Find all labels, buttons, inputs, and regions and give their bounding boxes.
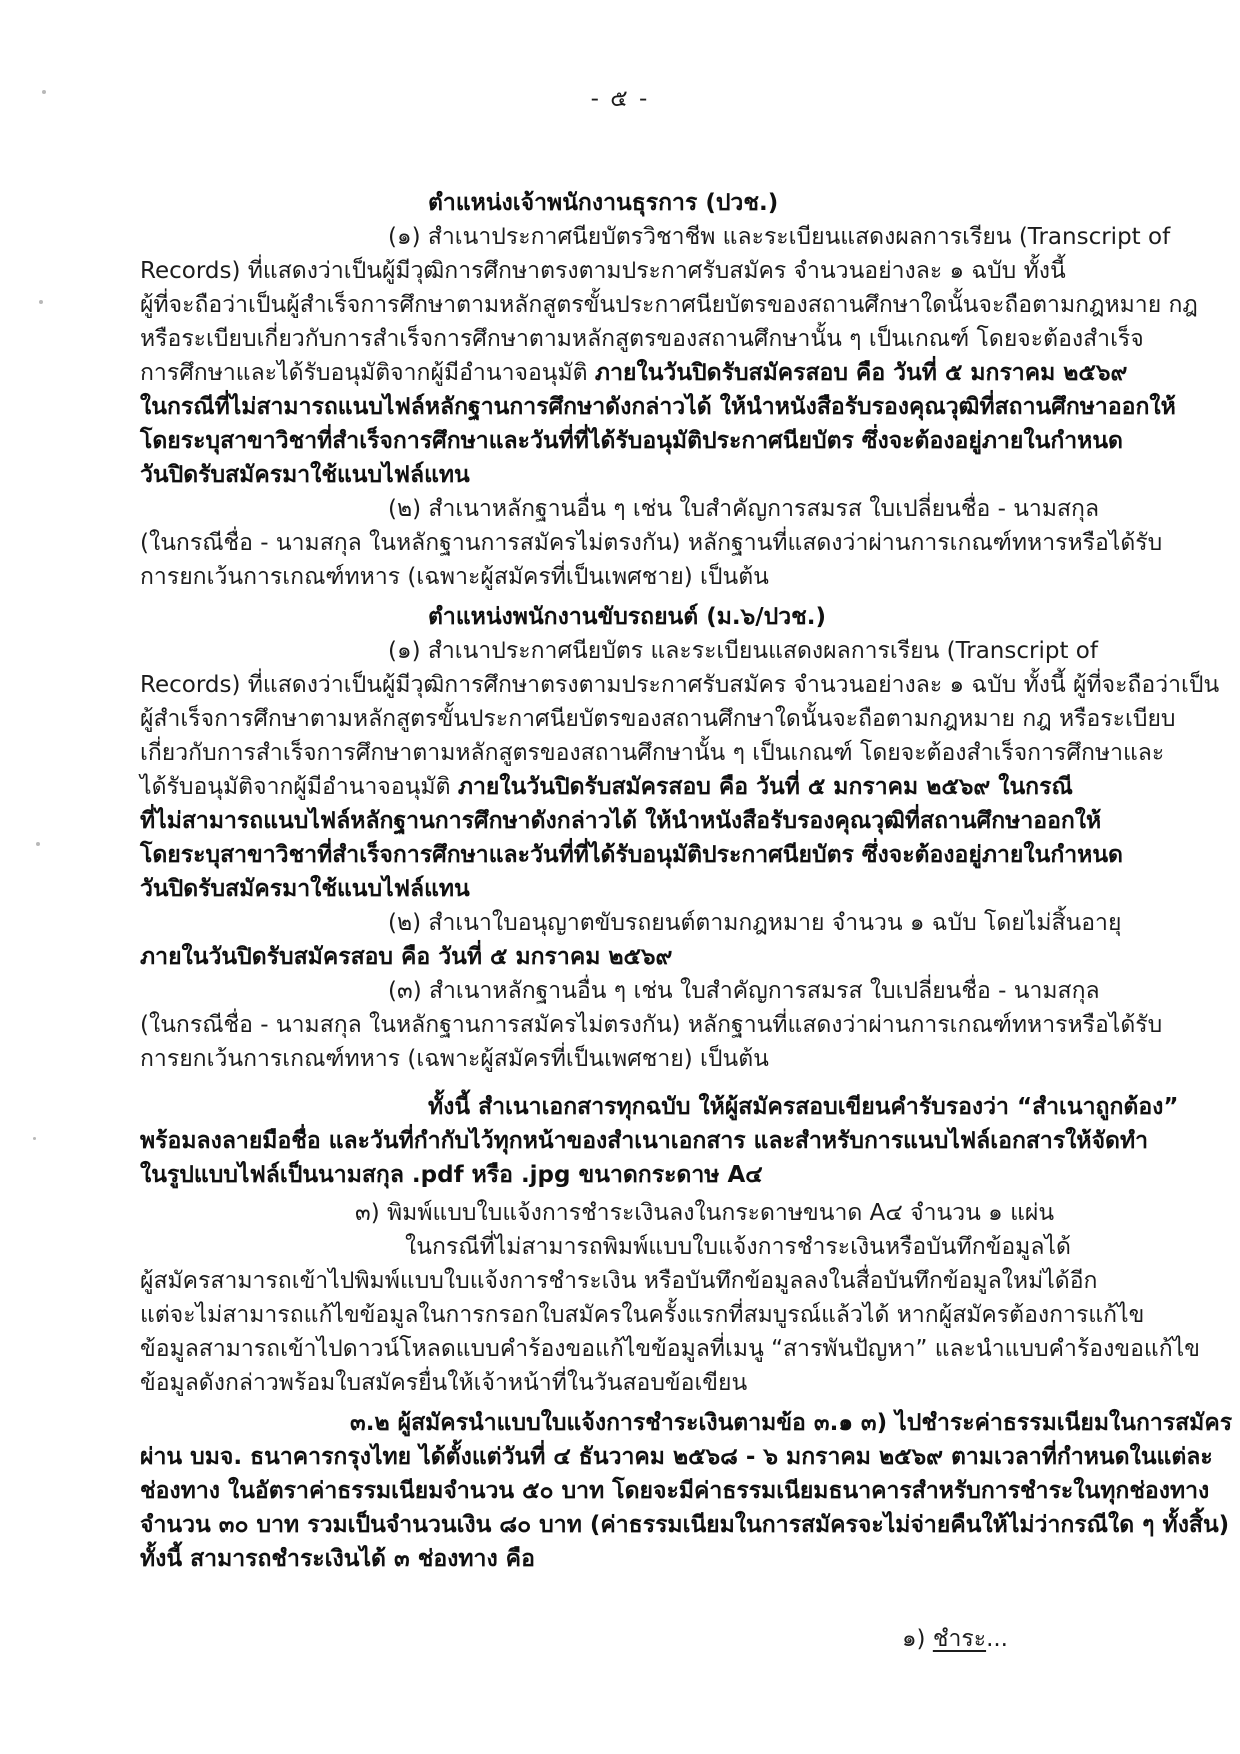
text-line	[140, 1332, 1200, 1366]
bold-text-segment: ที่ไม่สามารถแนบไฟล์หลักฐานการศึกษาดังกล่าวได้ ให้นำหนังสือรับรองคุณวุฒิที่สถานศึกษาออกให้	[140, 808, 1102, 834]
text-segment: ได้รับอนุมัติจากผู้มีอำนาจอนุมัติ	[140, 774, 458, 800]
text-line	[140, 458, 1120, 492]
bold-text-segment: ทั้งนี้ สำเนาเอกสารทุกฉบับ ให้ผู้สมัครสอบเขียนคำรับรองว่า “สำเนาถูกต้อง”	[428, 1094, 1179, 1120]
text-line	[140, 492, 1120, 526]
text-line	[140, 940, 1120, 974]
text-line	[140, 1440, 1213, 1474]
text-segment: การยกเว้นการเกณฑ์ทหาร (เฉพาะผู้สมัครที่เป็นเพศชาย) เป็นต้น	[140, 564, 769, 590]
text-line	[140, 356, 1128, 390]
text-segment: ผู้สำเร็จการศึกษาตามหลักสูตรขั้นประกาศนียบัตรของสถานศึกษาใดนั้นจะถือตามกฎหมาย กฎ หรือระเบียบ	[140, 706, 1176, 732]
text-line	[140, 1406, 1233, 1440]
text-line	[140, 736, 1165, 770]
text-segment: (๒) สำเนาใบอนุญาตขับรถยนต์ตามกฎหมาย จำนวน ๑ ฉบับ โดยไม่สิ้นอายุ	[388, 910, 1122, 936]
bold-text-segment: ในกรณีที่ไม่สามารถแนบไฟล์หลักฐานการศึกษาดังกล่าวได้ ให้นำหนังสือรับรองคุณวุฒิที่สถานศึกษาออกให้	[140, 394, 1176, 420]
text-segment: Records) ที่แสดงว่าเป็นผู้มีวุฒิการศึกษาตรงตามประกาศรับสมัคร จำนวนอย่างละ ๑ ฉบับ ทั้งนี้ ผู้ที่จะถือว่าเป็น	[140, 672, 1220, 698]
bold-text-segment: ช่องทาง ในอัตราค่าธรรมเนียมจำนวน ๕๐ บาท โดยจะมีค่าธรรมเนียมธนาคารสำหรับการชำระในทุกช่องทาง	[140, 1478, 1210, 1504]
text-line	[140, 1508, 1230, 1542]
text-segment: ผู้สมัครสามารถเข้าไปพิมพ์แบบใบแจ้งการชำระเงิน หรือบันทึกข้อมูลลงในสื่อบันทึกข้อมูลใหม่ได้อีก	[140, 1268, 1098, 1294]
bold-text-segment: ตำแหน่งพนักงานขับรถยนต์ (ม.๖/ปวช.)	[428, 604, 826, 630]
text-line	[140, 1230, 1120, 1264]
text-line	[140, 804, 1120, 838]
bold-text-segment: จำนวน ๓๐ บาท รวมเป็นจำนวนเงิน ๘๐ บาท (ค่าธรรมเนียมในการสมัครจะไม่จ่ายคืนให้ไม่ว่ากรณีใด ๆ ทั้งสิ้น)	[140, 1512, 1230, 1538]
text-segment: แต่จะไม่สามารถแก้ไขข้อมูลในการกรอกใบสมัครในครั้งแรกที่สมบูรณ์แล้วได้ หากผู้สมัครต้องการแก้ไข	[140, 1302, 1145, 1328]
text-line	[140, 288, 1198, 322]
text-segment: ในกรณีที่ไม่สามารถพิมพ์แบบใบแจ้งการชำระเงินหรือบันทึกข้อมูลได้	[405, 1234, 1071, 1260]
text-line	[140, 1264, 1120, 1298]
text-segment: ข้อมูลดังกล่าวพร้อมใบสมัครยื่นให้เจ้าหน้าที่ในวันสอบข้อเขียน	[140, 1370, 748, 1396]
text-line	[140, 1542, 1120, 1576]
bold-text-segment: โดยระบุสาขาวิชาที่สำเร็จการศึกษาและวันที่ที่ได้รับอนุมัติประกาศนียบัตร ซึ่งจะต้องอยู่ภายในกำหนด	[140, 428, 1123, 454]
text-segment: (๒) สำเนาหลักฐานอื่น ๆ เช่น ใบสำคัญการสมรส ใบเปลี่ยนชื่อ - นามสกุล	[388, 496, 1100, 522]
bold-text-segment: ๓.๒ ผู้สมัครนำแบบใบแจ้งการชำระเงินตามข้อ ๓.๑ ๓) ไปชำระค่าธรรมเนียมในการสมัคร	[350, 1410, 1233, 1436]
underlined-text-segment: ชำระ	[932, 1626, 987, 1652]
text-line	[140, 390, 1176, 424]
bold-text-segment: ภายในวันปิดรับสมัครสอบ คือ วันที่ ๕ มกราคม ๒๕๖๙ ในกรณี	[457, 774, 1073, 800]
scan-artifact-dot	[33, 1137, 36, 1140]
text-line	[140, 838, 1123, 872]
text-segment: เกี่ยวกับการสำเร็จการศึกษาตามหลักสูตรของสถานศึกษานั้น ๆ เป็นเกณฑ์ โดยจะต้องสำเร็จการศึกษาและ	[140, 740, 1165, 766]
bold-text-segment: โดยระบุสาขาวิชาที่สำเร็จการศึกษาและวันที่ที่ได้รับอนุมัติประกาศนียบัตร ซึ่งจะต้องอยู่ภายในกำหนด	[140, 842, 1123, 868]
text-segment: ...	[986, 1626, 1008, 1652]
text-line	[140, 1158, 1120, 1192]
text-segment: การยกเว้นการเกณฑ์ทหาร (เฉพาะผู้สมัครที่เป็นเพศชาย) เป็นต้น	[140, 1046, 769, 1072]
text-line	[140, 872, 1120, 906]
bold-text-segment: ภายในวันปิดรับสมัครสอบ คือ วันที่ ๕ มกราคม ๒๕๖๙	[594, 360, 1128, 386]
text-segment: ๑)	[901, 1626, 933, 1652]
text-segment: Records) ที่แสดงว่าเป็นผู้มีวุฒิการศึกษาตรงตามประกาศรับสมัคร จำนวนอย่างละ ๑ ฉบับ ทั้งนี้	[140, 258, 1066, 284]
bold-text-segment: ภายในวันปิดรับสมัครสอบ คือ วันที่ ๕ มกราคม ๒๕๖๙	[140, 944, 673, 970]
text-line	[140, 702, 1176, 736]
text-line	[140, 254, 1120, 288]
scan-artifact-dot	[36, 842, 40, 846]
text-line	[140, 322, 1144, 356]
text-line	[140, 1196, 1120, 1230]
text-segment: หรือระเบียบเกี่ยวกับการสำเร็จการศึกษาตามหลักสูตรของสถานศึกษานั้น ๆ เป็นเกณฑ์ โดยจะต้องสำเร็จ	[140, 326, 1144, 352]
text-line	[140, 560, 1120, 594]
text-line	[140, 1474, 1210, 1508]
text-line	[140, 1366, 1120, 1400]
text-line	[140, 424, 1123, 458]
bold-text-segment: ในรูปแบบไฟล์เป็นนามสกุล .pdf หรือ .jpg ขนาดกระดาษ A๔	[140, 1162, 763, 1188]
text-line	[140, 1008, 1163, 1042]
text-segment: ๓) พิมพ์แบบใบแจ้งการชำระเงินลงในกระดาษขนาด A๔ จำนวน ๑ แผ่น	[355, 1200, 1055, 1226]
scan-artifact-dot	[39, 300, 43, 304]
text-line	[140, 906, 1120, 940]
text-line	[140, 1124, 1149, 1158]
text-line	[140, 634, 1120, 668]
section-heading	[140, 600, 1120, 634]
bold-text-segment: วันปิดรับสมัครมาใช้แนบไฟล์แทน	[140, 876, 470, 902]
text-line	[140, 526, 1163, 560]
text-segment: (๑) สำเนาประกาศนียบัตร และระเบียนแสดงผลการเรียน (Transcript of	[388, 638, 1098, 664]
page-number: - ๕ -	[590, 86, 650, 112]
text-line	[140, 220, 1171, 254]
text-line	[140, 1298, 1145, 1332]
section-heading	[140, 186, 1120, 220]
bold-text-segment: ทั้งนี้ สามารถชำระเงินได้ ๓ ช่องทาง คือ	[140, 1546, 535, 1572]
text-line	[140, 974, 1120, 1008]
text-segment: ผู้ที่จะถือว่าเป็นผู้สำเร็จการศึกษาตามหลักสูตรขั้นประกาศนียบัตรของสถานศึกษาใดนั้นจะถือตามกฎหมาย กฎ	[140, 292, 1198, 318]
text-line	[140, 668, 1220, 702]
bold-text-segment: ตำแหน่งเจ้าพนักงานธุรการ (ปวช.)	[428, 190, 779, 216]
text-line	[140, 770, 1120, 804]
bold-text-segment: วันปิดรับสมัครมาใช้แนบไฟล์แทน	[140, 462, 470, 488]
scan-artifact-dot	[42, 90, 46, 94]
text-segment: (๑) สำเนาประกาศนียบัตรวิชาชีพ และระเบียนแสดงผลการเรียน (Transcript of	[388, 224, 1171, 250]
text-segment: (ในกรณีชื่อ - นามสกุล ในหลักฐานการสมัครไม่ตรงกัน) หลักฐานที่แสดงว่าผ่านการเกณฑ์ทหารหรือได้รับ	[140, 1012, 1163, 1038]
text-line	[140, 1090, 1179, 1124]
text-segment: การศึกษาและได้รับอนุมัติจากผู้มีอำนาจอนุมัติ	[140, 360, 595, 386]
text-segment: ข้อมูลสามารถเข้าไปดาวน์โหลดแบบคำร้องขอแก้ไขข้อมูลที่เมนู “สารพันปัญหา” และนำแบบคำร้องขอแก้ไข	[140, 1336, 1200, 1362]
text-segment: (๓) สำเนาหลักฐานอื่น ๆ เช่น ใบสำคัญการสมรส ใบเปลี่ยนชื่อ - นามสกุล	[388, 978, 1100, 1004]
catchword	[140, 1622, 1120, 1656]
text-segment: (ในกรณีชื่อ - นามสกุล ในหลักฐานการสมัครไม่ตรงกัน) หลักฐานที่แสดงว่าผ่านการเกณฑ์ทหารหรือได้รับ	[140, 530, 1163, 556]
bold-text-segment: พร้อมลงลายมือชื่อ และวันที่กำกับไว้ทุกหน้าของสำเนาเอกสาร และสำหรับการแนบไฟล์เอกสารให้จัดทำ	[140, 1128, 1149, 1154]
document-body	[0, 186, 1240, 1656]
text-line	[140, 1042, 1120, 1076]
bold-text-segment: ผ่าน บมจ. ธนาคารกรุงไทย ได้ตั้งแต่วันที่ ๔ ธันวาคม ๒๕๖๘ - ๖ มกราคม ๒๕๖๙ ตามเวลาที่กำหนดในแต่ละ	[140, 1444, 1213, 1470]
